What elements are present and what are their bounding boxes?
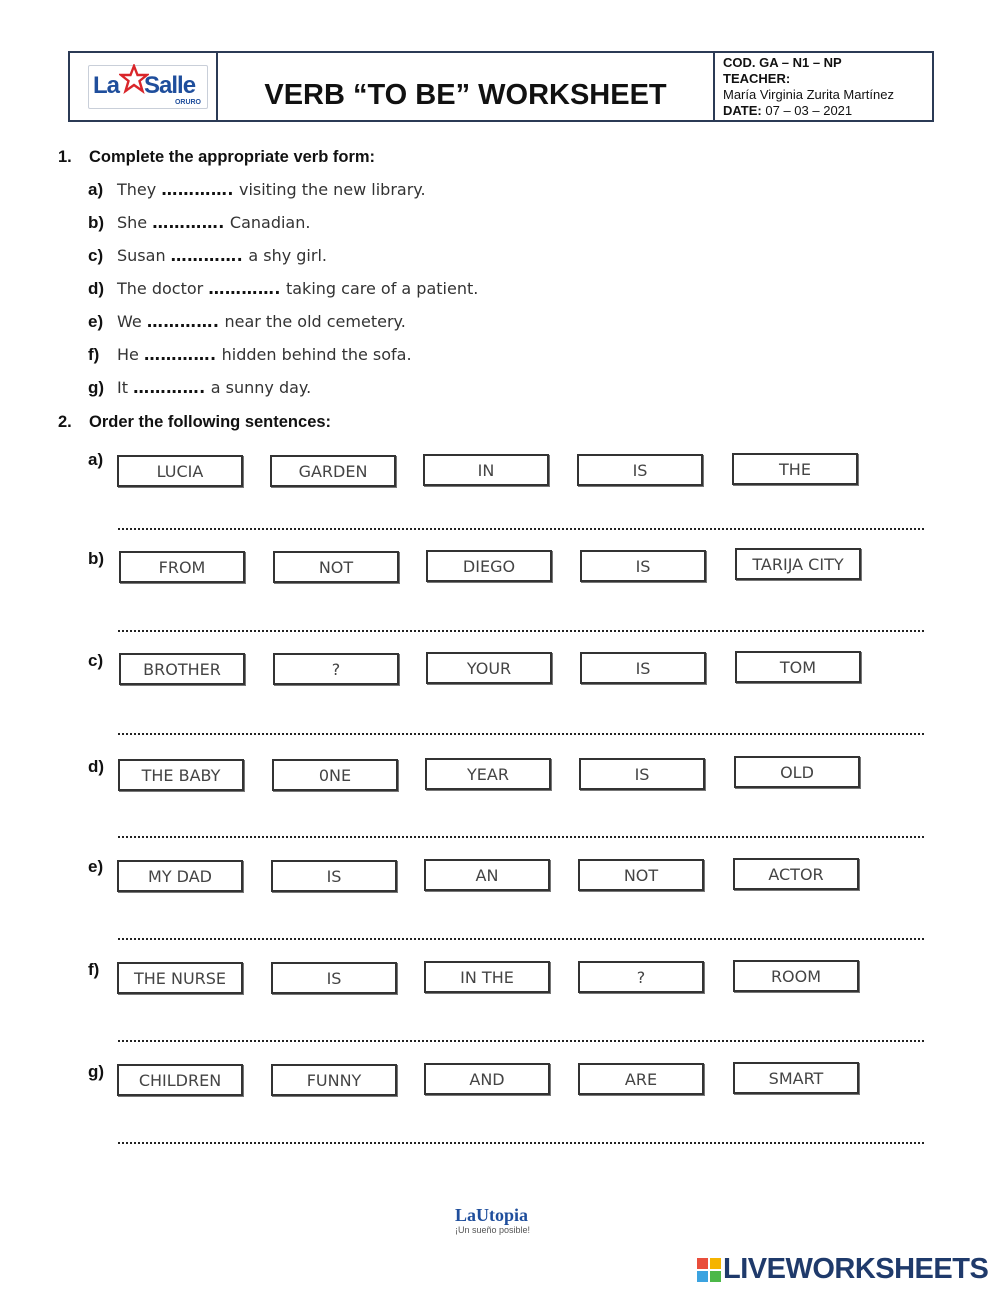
lautopia-tagline: ¡Un sueño posible! xyxy=(455,1225,531,1235)
word-box[interactable]: AN xyxy=(424,859,550,891)
date-value: 07 – 03 – 2021 xyxy=(765,103,853,118)
item-text-after: hidden behind the sofa. xyxy=(216,345,412,364)
word-box[interactable]: ROOM xyxy=(733,960,859,992)
word-box[interactable]: MY DAD xyxy=(117,860,243,892)
worksheet-title: VERB “TO BE” WORKSHEET xyxy=(264,79,667,111)
list-item xyxy=(88,345,412,365)
answer-line[interactable] xyxy=(118,1037,924,1042)
logo-subtitle: ORURO xyxy=(174,99,201,106)
word-box[interactable]: IS xyxy=(271,962,397,994)
item-text-after: taking care of a patient. xyxy=(280,279,479,298)
word-box[interactable]: THE BABY xyxy=(118,759,244,791)
meta-cell xyxy=(715,53,932,120)
list-item xyxy=(88,213,310,233)
item-text-after: a shy girl. xyxy=(243,246,327,265)
word-box[interactable]: FROM xyxy=(119,551,245,583)
liveworksheets-watermark[interactable] xyxy=(697,1253,988,1286)
teacher-name: María Virginia Zurita Martínez xyxy=(723,87,894,102)
section2-number: 2. xyxy=(58,413,72,431)
word-box[interactable]: YOUR xyxy=(426,652,552,684)
item-text-before: They xyxy=(117,180,162,199)
item-text-before: We xyxy=(117,312,147,331)
liveworksheets-text: LIVEWORKSHEETS xyxy=(723,1253,989,1285)
word-box[interactable]: CHILDREN xyxy=(117,1064,243,1096)
answer-line[interactable] xyxy=(118,525,924,530)
item-letter: b) xyxy=(88,213,105,232)
item-text-before: It xyxy=(117,378,134,397)
answer-line[interactable] xyxy=(118,627,924,632)
word-box[interactable]: ARE xyxy=(578,1063,704,1095)
item-letter: g) xyxy=(88,378,105,397)
answer-blank[interactable]: …………. xyxy=(161,180,234,199)
answer-blank[interactable]: …………. xyxy=(133,378,206,397)
word-box[interactable]: IS xyxy=(579,758,705,790)
item-letter: c) xyxy=(88,246,104,265)
section2-heading xyxy=(58,413,331,432)
item-text-before: The doctor xyxy=(117,279,209,298)
word-box[interactable]: OLD xyxy=(734,756,860,788)
item-letter: e) xyxy=(88,312,104,331)
list-item xyxy=(88,378,311,398)
row-letter: g) xyxy=(88,1062,105,1081)
list-item xyxy=(88,279,478,299)
item-text-after: near the old cemetery. xyxy=(219,312,406,331)
row-letter: f) xyxy=(88,960,100,979)
word-box[interactable]: THE NURSE xyxy=(117,962,243,994)
word-box[interactable]: ? xyxy=(273,653,399,685)
answer-blank[interactable]: …………. xyxy=(170,246,244,265)
course-code: COD. GA – N1 – NP xyxy=(723,55,842,70)
item-text-after: visiting the new library. xyxy=(233,180,426,199)
logo-salle: Salle xyxy=(144,72,196,99)
answer-line[interactable] xyxy=(118,935,924,940)
item-letter: a) xyxy=(88,180,104,199)
list-item xyxy=(88,246,327,266)
la-salle-logo xyxy=(88,65,208,109)
word-box[interactable]: GARDEN xyxy=(270,455,396,487)
logo-cell xyxy=(70,53,218,120)
word-box[interactable]: TOM xyxy=(735,651,861,683)
word-box[interactable]: IS xyxy=(271,860,397,892)
teacher-label: TEACHER: xyxy=(723,71,791,86)
row-letter: a) xyxy=(88,450,104,469)
answer-blank[interactable]: …………. xyxy=(143,345,217,364)
word-box[interactable]: AND xyxy=(424,1063,550,1095)
word-box[interactable]: 0NE xyxy=(272,759,398,791)
row-letter: b) xyxy=(88,549,105,568)
word-box[interactable]: TARIJA CITY xyxy=(735,548,861,580)
list-item xyxy=(88,312,406,332)
word-box[interactable]: YEAR xyxy=(425,758,551,790)
row-letter: e) xyxy=(88,857,104,876)
word-box[interactable]: NOT xyxy=(578,859,704,891)
item-letter: f) xyxy=(88,345,100,364)
lautopia-logo xyxy=(455,1205,565,1235)
word-box[interactable]: DIEGO xyxy=(426,550,552,582)
word-box[interactable]: LUCIA xyxy=(117,455,243,487)
word-box[interactable]: FUNNY xyxy=(271,1064,397,1096)
row-letter: d) xyxy=(88,757,105,776)
answer-line[interactable] xyxy=(118,833,924,838)
answer-line[interactable] xyxy=(118,1139,924,1144)
item-text-before: He xyxy=(117,345,144,364)
word-box[interactable]: ? xyxy=(578,961,704,993)
answer-blank[interactable]: …………. xyxy=(146,312,220,331)
section1-number: 1. xyxy=(58,148,72,166)
answer-blank[interactable]: …………. xyxy=(208,279,281,298)
logo-la: La xyxy=(93,72,120,99)
title-cell xyxy=(218,53,715,120)
word-box[interactable]: ACTOR xyxy=(733,858,859,890)
word-box[interactable]: IN THE xyxy=(424,961,550,993)
word-box[interactable]: IS xyxy=(577,454,703,486)
item-text-after: a sunny day. xyxy=(205,378,312,397)
item-text-before: Susan xyxy=(117,246,171,265)
word-box[interactable]: BROTHER xyxy=(119,653,245,685)
answer-blank[interactable]: …………. xyxy=(152,213,225,232)
worksheet-header xyxy=(68,51,934,122)
word-box[interactable]: IS xyxy=(580,652,706,684)
section1-heading xyxy=(58,148,375,167)
section2-title: Order the following sentences: xyxy=(89,413,332,431)
item-letter: d) xyxy=(88,279,105,298)
item-text-before: She xyxy=(117,213,153,232)
section1-title: Complete the appropriate verb form: xyxy=(89,148,376,166)
word-box[interactable]: NOT xyxy=(273,551,399,583)
item-text-after: Canadian. xyxy=(224,213,311,232)
lautopia-brand: LaUtopia xyxy=(455,1205,529,1225)
answer-line[interactable] xyxy=(118,730,924,735)
liveworksheets-icon xyxy=(697,1258,721,1282)
word-box[interactable]: IS xyxy=(580,550,706,582)
row-letter: c) xyxy=(88,651,104,670)
date-label: DATE: xyxy=(723,103,762,118)
word-box[interactable]: SMART xyxy=(733,1062,859,1094)
word-box[interactable]: THE xyxy=(732,453,858,485)
word-box[interactable]: IN xyxy=(423,454,549,486)
list-item xyxy=(88,180,426,200)
